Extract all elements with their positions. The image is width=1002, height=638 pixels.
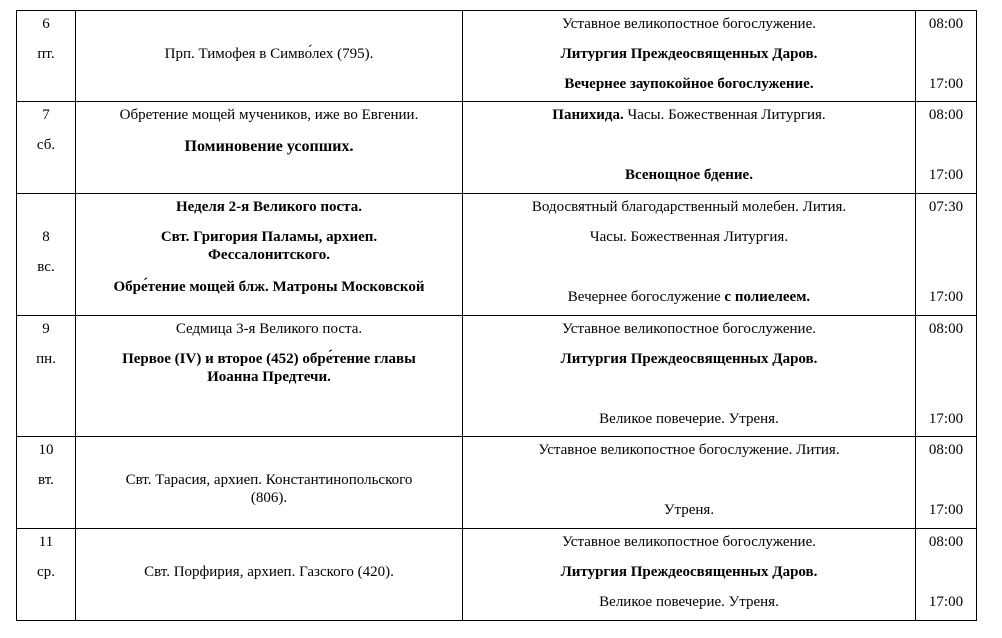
services-cell [463, 194, 916, 316]
feast-line: Неделя 2-я Великого поста. [176, 199, 362, 215]
feast-line: Свт. Порфирия, архиеп. Газского (420). [144, 564, 394, 580]
feast-cell [76, 316, 463, 437]
day-cell [17, 194, 76, 316]
feast-cell [76, 437, 463, 529]
day-number: 6 [42, 16, 50, 32]
day-number: 7 [42, 107, 50, 123]
schedule-table [16, 10, 977, 621]
feast-cell [76, 529, 463, 621]
schedule-frame [16, 10, 977, 621]
feast-line: Прп. Тимофея в Симво́лех (795). [164, 46, 374, 62]
service-line: Литургия Преждеосвященных Даров. [560, 351, 818, 367]
service-line: Литургия Преждеосвященных Даров. [560, 564, 818, 580]
feast-line: Седмица 3-я Великого поста. [175, 321, 363, 337]
service-line: Уставное великопостное богослужение. [561, 16, 816, 32]
table-row [17, 529, 977, 621]
feast-cell [76, 194, 463, 316]
service-line [463, 288, 915, 306]
time-morning: 08:00 [928, 534, 964, 550]
services-cell [463, 316, 916, 437]
feast-cell [76, 102, 463, 194]
day-cell [17, 316, 76, 437]
day-number: 11 [38, 534, 54, 550]
feast-line: Обретение мощей мучеников, иже во Евгении. [119, 107, 419, 123]
time-morning: 08:00 [928, 16, 964, 32]
service-line: Всенощное бдение. [625, 167, 753, 183]
time-evening: 17:00 [928, 411, 964, 427]
day-number: 8 [42, 229, 50, 245]
weekday: вт. [38, 472, 54, 488]
services-cell [463, 102, 916, 194]
service-part: Часы. Божественная Литургия. [623, 107, 826, 123]
time-cell [916, 194, 977, 316]
table-row [17, 11, 977, 102]
services-cell [463, 437, 916, 529]
service-line: Часы. Божественная Литургия. [589, 229, 789, 245]
day-cell [17, 102, 76, 194]
services-cell [463, 11, 916, 102]
time-evening: 17:00 [928, 502, 964, 518]
day-number: 10 [38, 442, 54, 458]
services-cell [463, 529, 916, 621]
day-cell [17, 11, 76, 102]
service-bold-part: с полиелеем. [724, 289, 811, 305]
time-morning: 07:30 [928, 199, 964, 215]
feast-line: Первое (IV) и второе (452) обре́тение главы Иоанна Предтечи. [122, 351, 416, 385]
weekday: пт. [37, 46, 55, 62]
service-bold-part: Панихида. [552, 107, 624, 123]
service-line: Утреня. [663, 502, 715, 518]
service-line: Водосвятный благодарственный молебен. Лития. [531, 199, 847, 215]
weekday: пн. [36, 351, 56, 367]
time-cell [916, 102, 977, 194]
feast-line: Поминовение усопших. [184, 138, 354, 155]
service-line: Уставное великопостное богослужение. [561, 321, 816, 337]
time-morning: 08:00 [928, 442, 964, 458]
table-row [17, 102, 977, 194]
table-row [17, 437, 977, 529]
time-evening: 17:00 [928, 594, 964, 610]
time-cell [916, 316, 977, 437]
feast-cell [76, 11, 463, 102]
time-morning: 08:00 [928, 321, 964, 337]
weekday: ср. [37, 564, 55, 580]
feast-line: Свт. Тарасия, архиеп. Константинопольского (806). [125, 472, 413, 506]
table-row [17, 316, 977, 437]
time-evening: 17:00 [928, 289, 964, 305]
service-line: Великое повечерие. Утреня. [599, 411, 779, 427]
day-cell [17, 437, 76, 529]
feast-line: Свт. Григория Паламы, архиеп. Фессалонитского. [160, 229, 378, 263]
time-cell [916, 529, 977, 621]
service-line: Уставное великопостное богослужение. [561, 534, 816, 550]
time-cell [916, 11, 977, 102]
service-line: Литургия Преждеосвященных Даров. [560, 46, 818, 62]
time-cell [916, 437, 977, 529]
service-line: Великое повечерие. Утреня. [599, 594, 779, 610]
service-part: Вечернее богослужение [567, 289, 725, 305]
feast-line: Обре́тение мощей блж. Матроны Московской [113, 279, 425, 295]
day-number: 9 [42, 321, 50, 337]
day-cell [17, 529, 76, 621]
time-morning: 08:00 [928, 107, 964, 123]
weekday: вс. [37, 259, 55, 275]
service-line: Вечернее заупокойное богослужение. [564, 76, 814, 92]
weekday: сб. [36, 137, 56, 153]
table-row [17, 194, 977, 316]
time-evening: 17:00 [928, 76, 964, 92]
time-evening: 17:00 [928, 167, 964, 183]
service-line [463, 106, 915, 124]
service-line: Уставное великопостное богослужение. Лития. [538, 442, 840, 458]
